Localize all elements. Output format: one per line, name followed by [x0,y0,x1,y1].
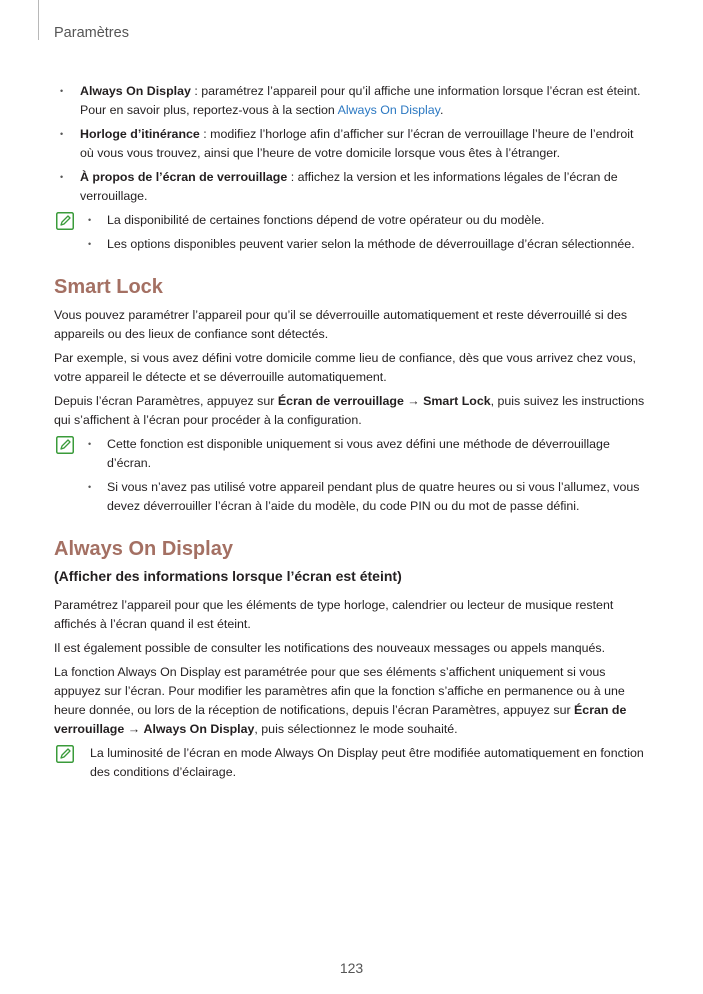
paragraph: Par exemple, si vous avez défini votre domicile comme lieu de confiance, dès que vous arrivez chez vous, votre appareil le détecte et se déverrouille automatiquement. [54,351,636,384]
bullet-term: Horloge d’itinérance [80,127,200,141]
paragraph [54,392,650,430]
note-text: La luminosité de l’écran en mode Always On Display peut être modifiée automatiquement en fonction des conditions d’éclairage. [90,746,644,779]
intro-bullet-list [54,82,650,206]
paragraph-text: , puis suivez les instructions qui s’affichent à l’écran pour procéder à la configuration. [54,394,645,427]
page-header: Paramètres [54,25,129,41]
note-pencil-icon [56,745,74,763]
menu-path-lock-screen: Écran de verrouillage [277,394,404,408]
section-title-always-on-display: Always On Display [54,538,233,560]
page-content [54,82,650,782]
note-pencil-icon [56,212,74,230]
menu-path-smart-lock: Smart Lock [423,394,491,408]
paragraph: Vous pouvez paramétrer l’appareil pour qu’il se déverrouille automatiquement et reste déverrouillé si des appareils ou des lieux de confiance sont détectés. [54,308,628,341]
note-pencil-icon [56,436,74,454]
paragraph-text: La fonction Always On Display est paramétrée pour que ses éléments s’affichent uniquement si vous appuyez sur l’écran. Pour modifier les paramètres afin que la fonction s’affiche en permanence ou à une heure donnée, ou lors de la réception de notifications, depuis l’écran Paramètres, appuyez sur [54,665,625,717]
header-divider [38,0,39,40]
list-item: • Les options disponibles peuvent varier selon la méthode de déverrouillage d’écran sélectionnée. [107,235,650,254]
paragraph-text: Depuis l’écran Paramètres, appuyez sur [54,394,278,408]
paragraph: Il est également possible de consulter les notifications des nouveaux messages ou appels manqués. [54,641,606,655]
list-item: • Cette fonction est disponible uniquement si vous avez défini une méthode de déverrouillage d’écran. [107,435,650,473]
bullet-text-end: . [439,103,444,117]
always-on-display-link[interactable]: Always On Display [337,103,440,117]
paragraph [54,663,650,739]
list-item: • Si vous n’avez pas utilisé votre appareil pendant plus de quatre heures ou si vous l’allumez, vous devez déverrouiller l’écran à l’aide du modèle, du code PIN ou du mot de passe défini. [107,478,650,516]
bullet-term: Always On Display [80,84,191,98]
note-block [54,744,650,782]
note-bullet-list [107,211,650,254]
section-subtitle: (Afficher des informations lorsque l’écran est éteint) [54,568,402,584]
list-item: • La disponibilité de certaines fonctions dépend de votre opérateur ou du modèle. [107,211,650,230]
bullet-text: : affichez la version et les informations légales de l’écran de verrouillage. [80,170,618,203]
arrow-icon: → [124,722,144,736]
paragraph: Paramétrez l’appareil pour que les éléments de type horloge, calendrier ou lecteur de musique restent affichés à l’écran quand il est éteint. [54,598,614,631]
paragraph-text: , puis sélectionnez le mode souhaité. [254,722,458,736]
note-block [54,435,650,516]
note-bullet-list [107,435,650,516]
bullet-term: À propos de l’écran de verrouillage [80,170,288,184]
list-item [54,168,650,206]
section-title-smart-lock: Smart Lock [54,276,163,298]
bullet-text: : paramétrez l’appareil pour qu’il affiche une information lorsque l’écran est éteint. Pour en savoir plus, reportez-vous à la section [80,84,641,117]
note-block [54,211,650,254]
list-item [54,125,650,163]
page-number: 123 [339,960,364,976]
menu-path-always-on-display: Always On Display [143,722,255,736]
arrow-icon: → [403,394,424,408]
menu-path-lock-screen: Écran de verrouillage [54,703,627,736]
bullet-text: : modifiez l’horloge afin d’afficher sur l’écran de verrouillage l’heure de l’endroit où vous vous trouvez, ainsi que l’heure de votre domicile lorsque vous êtes à l’étranger. [80,127,634,160]
list-item [54,82,650,120]
